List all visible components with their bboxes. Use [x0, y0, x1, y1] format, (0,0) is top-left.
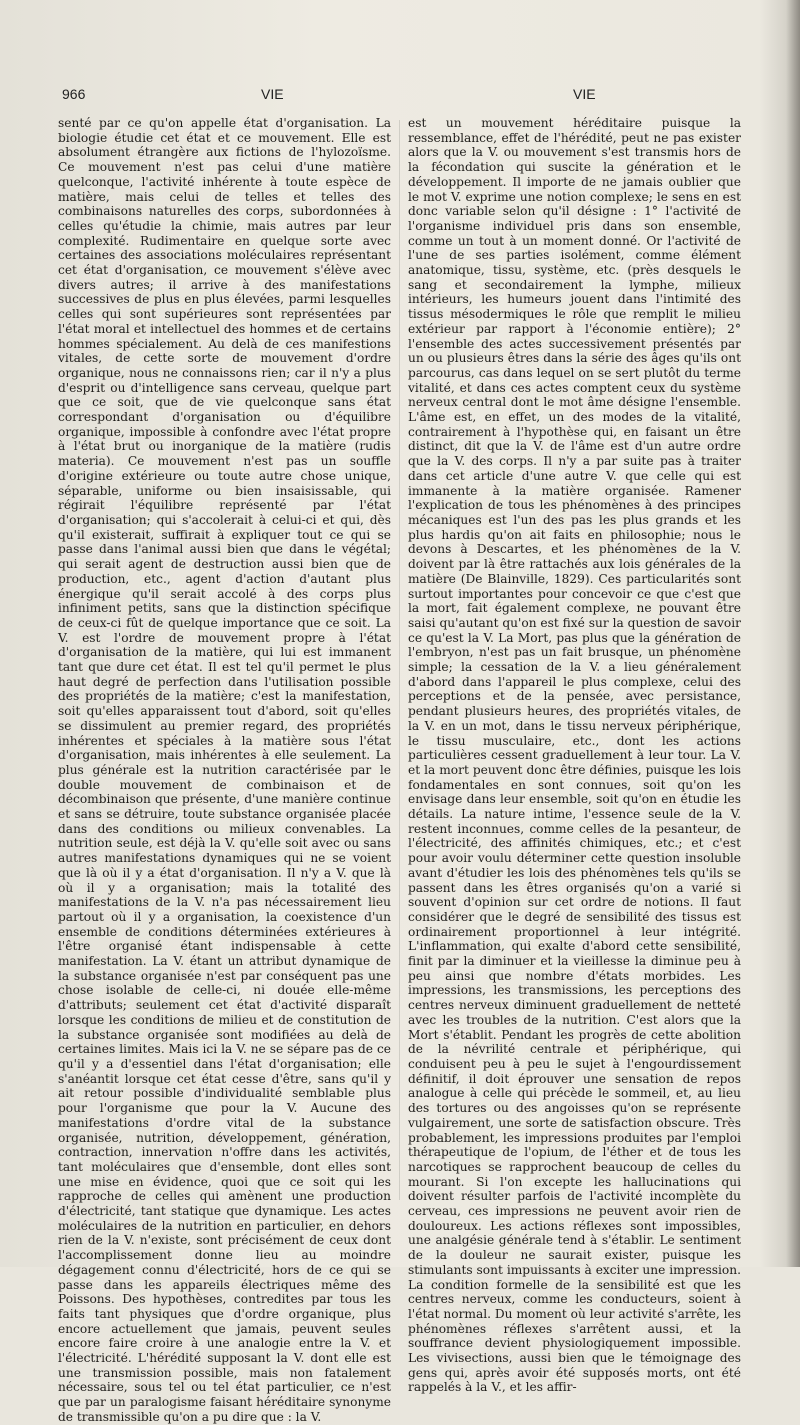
running-title-right: VIE	[573, 86, 596, 102]
right-column	[408, 116, 741, 1395]
left-column-text: senté par ce qu'on appelle état d'organisation. La biologie étudie cet état et ce mouvement. Elle est absolument étrangère aux fictions de l'hylozoïsme. Ce mouvement n'est pas celui d'une matière quelconque, l'activité inhérente à toute espèce de matière, mais celui de telles et telles des combinaisons naturelles des corps, subordonnées à celles qu'étudie la chimie, mais autres par leur complexité. Rudimentaire en quelque sorte avec certaines des associations moléculaires représentant cet état d'organisation, ce mouvement s'élève avec divers autres; il arrive à des manifestations successives de plus en plus élevées, parmi lesquelles celles qui sont supérieures sont représentées par l'état moral et intellectuel des hommes et de certains hommes spécialement. Au delà de ces manifestions vitales, de cette sorte de mouvement d'ordre organique, nous ne connaissons rien; car il n'y a plus d'esprit ou d'intelligence sans cerveau, quelque part que ce soit, que de vie quelconque sans état correspondant d'organisation ou d'équilibre organique, impossible à confondre avec l'état propre à l'état brut ou inorganique de la matière (rudis materia). Ce mouvement n'est pas un souffle d'origine extérieure ou toute autre chose unique, séparable, uniforme ou bien insaisissable, qui régirait l'équilibre représenté par l'état d'organisation; qui s'accolerait à celui-ci et qui, dès qu'il existerait, suffirait à expliquer tout ce qui se passe dans l'animal aussi bien que dans le végétal; qui serait agent de destruction aussi bien que de production, etc., agent d'action d'autant plus énergique qu'il serait accolé à des corps plus infiniment petits, sans que la distinction spécifique de ceux-ci fût de quelque importance que ce soit. La V. est l'ordre de mouvement propre à l'état d'organisation de la matière, qui lui est immanent tant que dure cet état. Il est tel qu'il permet le plus haut degré de perfection dans l'utilisation possible des propriétés de la matière; c'est la manifestation, soit qu'elles apparaissent tout d'abord, soit qu'elles se dissimulent au premier regard, des propriétés inhérentes et spéciales à la matière sous l'état d'organisation, mais inhérentes à elle seulement. La plus générale est la nutrition caractérisée par le double mouvement de combinaison et de décombinaison que présente, d'une manière continue et sans se détruire, toute substance organisée placée dans des conditions ou milieux convenables. La nutrition seule, est déjà la V. qu'elle soit avec ou sans autres manifestations dynamiques qui ne se voient que là où il y a état d'organisation. Il n'y a V. que là où il y a organisation; mais la totalité des manifestations de la V. n'a pas nécessairement lieu partout où il y a organisation, la coexistence d'un ensemble de conditions déterminées extérieures à l'être organisé étant indispensable à cette manifestation. La V. étant un attribut dynamique de la substance organisée n'est par conséquent pas une chose isolable de celle-ci, ni douée elle-même d'attributs; seulement cet état d'activité disparaît lorsque les conditions de milieu et de constitution de la substance organisée sont modifiées au delà de certaines limites. Mais ici la V. ne se sépare pas de ce qu'il y a d'essentiel dans l'état d'organisation; elle s'anéantit lorsque cet état cesse d'être, sans qu'il y ait retour possible d'individualité semblable plus pour l'organisme que pour la V. Aucune des manifestations d'ordre vital de la substance organisée, nutrition, développement, génération, contraction, innervation n'offre dans les activités, tant moléculaires que d'ensemble, dont elles sont une mise en évidence, quoi que ce soit qui les rapproche de celles qui amènent une production d'électricité, tant statique que dynamique. Les actes moléculaires de la nutrition en particulier, en dehors rien de la V. n'existe, sont précisément de ceux dont l'accomplissement donne lieu au moindre dégagement connu d'électricité, hors de ce qui se passe dans les appareils électriques même des Poissons. Des hypothèses, contredites par tous les faits tant physiques que d'ordre organique, plus encore actuellement que jamais, peuvent seules encore faire croire à une analogie entre la V. et l'électricité. L'hérédité supposant la V. dont elle est une transmission possible, mais non fatalement nécessaire, sous tel ou tel état particulier, ce n'est que par un paralogisme faisant héréditaire synonyme de transmissible qu'on a pu dire que : la V.	[58, 116, 391, 1424]
column-divider	[399, 120, 400, 1200]
running-title-left: VIE	[261, 86, 284, 102]
binding-shadow	[786, 0, 800, 1267]
left-column	[58, 116, 391, 1424]
page-number: 966	[62, 86, 86, 102]
running-header	[0, 86, 800, 112]
right-column-text: est un mouvement héréditaire puisque la ressemblance, effet de l'hérédité, peut ne pas exister alors que la V. ou mouvement s'est transmis hors de la fécondation qui suscite la génération et le développement. Il importe de ne jamais oublier que le mot V. exprime une notion complexe; le sens en est donc variable selon qu'il désigne : 1° l'activité de l'organisme individuel pris dans son ensemble, comme un tout à un moment donné. Or l'activité de l'une de ses parties isolément, comme élément anatomique, tissu, système, etc. (près desquels le sang et secondairement la lymphe, milieux intérieurs, les humeurs jouent dans l'intimité des tissus mésodermiques le rôle que remplit le milieu extérieur par rapport à l'économie entière); 2° l'ensemble des actes successivement présentés par un ou plusieurs êtres dans la série des âges qu'ils ont parcourus, cas dans lequel on se sert plutôt du terme vitalité, et dans ces actes comptent ceux du système nerveux central dont le mot âme désigne l'ensemble. L'âme est, en effet, un des modes de la vitalité, contrairement à l'hypothèse qui, en faisant un être distinct, dit que la V. de l'âme est d'un autre ordre que la V. des corps. Il n'y a par suite pas à traiter dans cet article d'une autre V. que celle qui est immanente à la matière organisée. Ramener l'explication de tous les phénomènes à des principes mécaniques est l'un des pas les plus grands et les plus hardis qu'on ait faits en philosophie; nous le devons à Descartes, et les phénomènes de la V. doivent par là être rattachés aux lois générales de la matière (De Blainville, 1829). Ces particularités sont surtout importantes pour concevoir ce que c'est que la mort, fait également complexe, ne pouvant être saisi qu'autant qu'on est fixé sur la question de savoir ce qu'est la V. La Mort, pas plus que la génération de l'embryon, n'est pas un fait brusque, un phénomène simple; la cessation de la V. a lieu généralement d'abord dans l'appareil le plus complexe, celui des perceptions et de la pensée, avec persistance, pendant plusieurs heures, des propriétés vitales, de la V. en un mot, dans le tissu nerveux périphérique, le tissu musculaire, etc., dont les actions particulières cessent graduellement à leur tour. La V. et la mort peuvent donc être définies, puisque les lois fondamentales en sont connues, soit qu'on les envisage dans leur ensemble, soit qu'on en étudie les détails. La nature intime, l'essence seule de la V. restent inconnues, comme celles de la pesanteur, de l'électricité, des affinités chimiques, etc.; et c'est pour avoir voulu déterminer cette question insoluble avant d'étudier les lois des phénomènes tels qu'ils se passent dans les êtres organisés qu'on a varié si souvent d'opinion sur cet ordre de notions. Il faut considérer que le degré de sensibilité des tissus est ordinairement proportionnel à leur intégrité. L'inflammation, qui exalte d'abord cette sensibilité, finit par la diminuer et la vieillesse la diminue peu à peu ainsi que nombre d'états morbides. Les impressions, les transmissions, les perceptions des centres nerveux diminuent graduellement de netteté avec les troubles de la nutrition. C'est alors que la Mort s'établit. Pendant les progrès de cette abolition de la névrilité centrale et périphérique, qui conduisent peu à peu le sujet à l'engourdissement définitif, il doit éprouver une sensation de repos analogue à celle qui précède le sommeil, et, au lieu des tortures ou des angoisses qu'on se représente vulgairement, une sorte de satisfaction obscure. Très probablement, les impressions produites par l'emploi thérapeutique de l'opium, de l'éther et de tous les narcotiques se rapprochent beaucoup de celles du mourant. Si l'on excepte les hallucinations qui doivent résulter parfois de l'activité incomplète du cerveau, ces impressions ne peuvent avoir rien de douloureux. Les actions réflexes sont impossibles, une analgésie générale tend à s'établir. Le sentiment de la douleur ne saurait exister, puisque les stimulants sont impuissants à exciter une impression. La condition formelle de la sensibilité est que les centres nerveux, comme les conducteurs, soient à l'état normal. Du moment où leur activité s'arrête, les phénomènes réflexes s'arrêtent aussi, et la souffrance devient physiologiquement impossible. Les vivisections, aussi bien que le témoignage des gens qui, après avoir été supposés morts, ont été rappelés à la V., et les affir-	[408, 116, 741, 1395]
